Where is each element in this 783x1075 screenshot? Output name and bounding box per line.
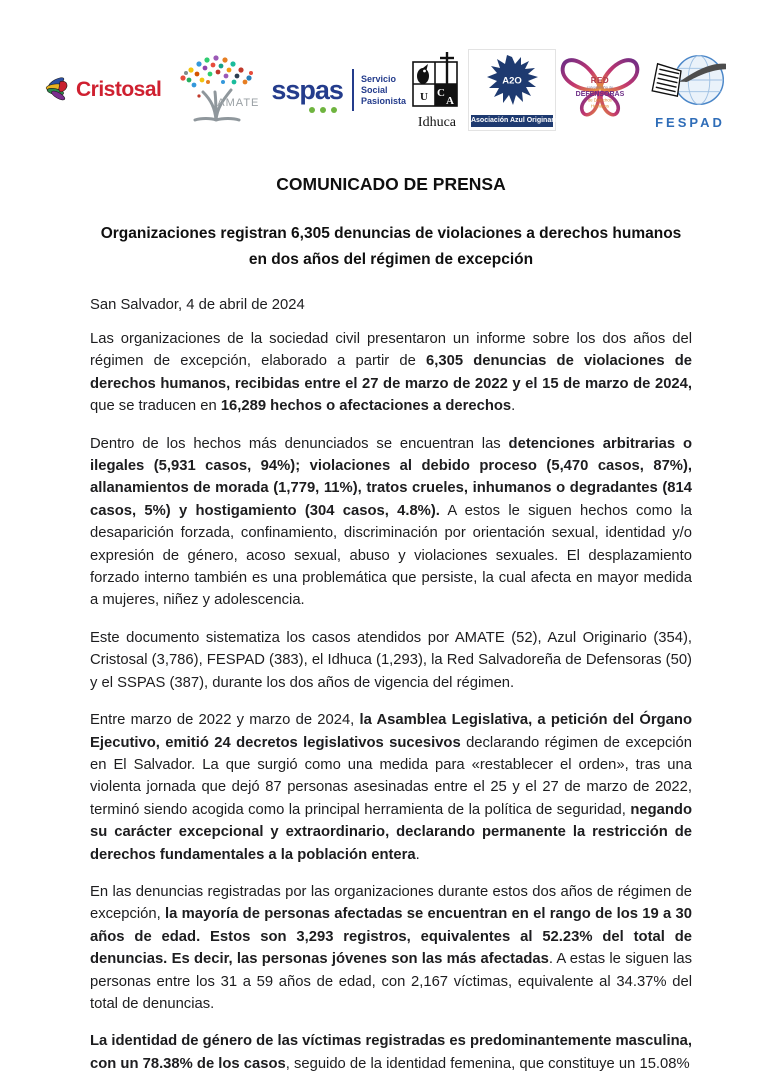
red-defensoras-line: DEFENSORAS [575, 91, 625, 98]
svg-text:C: C [436, 86, 445, 99]
dateline: San Salvador, 4 de abril de 2024 [90, 297, 305, 313]
red-defensoras-text [556, 54, 644, 126]
press-release-page [0, 48, 783, 1072]
paragraph: La identidad de género de las víctimas registradas es predominantemente masculina, con un 78.38% de los casos, seguido de la identidad femenina, que constituye un 15.08% [90, 1033, 692, 1072]
paragraph: En las denuncias registradas por las organizaciones durante estos dos años de régimen de excepción, la mayoría de personas afectadas se encuentran en el rango de los 19 a 30 años de edad. Estos son 3,293 registros, equivalentes al 52.23% del total de denuncias. Es decir, las personas jóvenes son las más afectadas. A estas le siguen las personas entre los 31 a 59 años de edad, con 2,167 víctimas, equivalente al 34.37% del total de denuncias. [90, 883, 692, 1012]
sspas-tagline-line: Servicio [360, 73, 396, 84]
sspas-tagline-line: Pasionista [360, 95, 406, 106]
red-defensoras-line: de Derechos [588, 98, 612, 103]
body-paragraphs [90, 328, 692, 1075]
sspas-logo [271, 69, 406, 111]
cristosal-logo [47, 74, 161, 107]
azul-originario-logo [468, 49, 561, 131]
subtitle-line-2: en dos años del régimen de excepción [248, 251, 534, 268]
idhuca-logo [406, 50, 468, 131]
svg-text:A2O: A2O [502, 75, 522, 87]
paragraph: Este documento sistematiza los casos atendidos por AMATE (52), Azul Originario (354), Cristosal (3,786), FESPAD (383), el Idhuca (1,293), la Red Salvadoreña de Defensoras (50) y el SSPAS (387), durante los dos años de vigencia del régimen. [90, 629, 692, 691]
paragraph: Las organizaciones de la sociedad civil presentaron un informe sobre los dos años del régimen de excepción, elaborado a partir de 6,305 denuncias de violaciones de derechos humanos, recibidas entre el 27 de marzo de 2022 y el 15 de marzo de 2024, que se traducen en 16,289 hechos o afectaciones a derechos. [90, 331, 693, 415]
svg-text:U: U [419, 90, 428, 103]
cristosal-bird-icon [47, 74, 75, 107]
red-defensoras-line: Humanos [590, 104, 609, 109]
sspas-dots-icon [309, 107, 337, 113]
a2o-banner: Asociación Azul Originario [471, 115, 553, 127]
document-subtitle [90, 221, 692, 273]
a2o-splash-icon [481, 51, 543, 116]
subtitle-line-1: Organizaciones registran 6,305 denuncias de violaciones a derechos humanos [100, 225, 682, 242]
fespad-logo [644, 51, 736, 130]
fespad-wordmark: FESPAD [655, 114, 725, 130]
svg-text:A: A [445, 94, 454, 107]
paragraph: Entre marzo de 2022 y marzo de 2024, la Asamblea Legislativa, a petición del Órgano Ejecutivo, emitió 24 decretos legislativos sucesivos declarando régimen de excepción en El Salvador. La que surgió como una medida para «restablecer el orden», tras una violenta jornada que dejó 87 personas asesinadas entre el 25 y el 27 de marzo de 2022, terminó siendo acogida como la principal herramienta de la política de seguridad, negando su carácter excepcional y extraordinario, declarando permanente la restricción de derechos fundamentales a la población entera. [90, 712, 692, 863]
red-defensoras-line: salvadoreña de [586, 85, 614, 90]
sspas-divider [352, 69, 354, 111]
red-defensoras-line: RED [590, 76, 610, 85]
idhuca-emblem-icon [411, 50, 463, 113]
document-title: COMUNICADO DE PRENSA [276, 174, 506, 194]
cristosal-wordmark: Cristosal [76, 78, 162, 101]
amate-wordmark: AMATE [217, 97, 260, 109]
amate-tree-icon [161, 52, 271, 129]
idhuca-wordmark: Idhuca [417, 114, 457, 130]
sspas-tagline [361, 74, 406, 107]
sspas-wordmark-wrap [271, 75, 343, 106]
fespad-emblem-icon [645, 51, 735, 114]
amate-logo [161, 54, 271, 126]
red-defensoras-logo [556, 54, 644, 126]
sspas-wordmark: sspas [271, 74, 343, 105]
sspas-tagline-line: Social [360, 84, 388, 95]
partner-logos-banner [47, 48, 735, 132]
paragraph: Dentro de los hechos más denunciados se encuentran las detenciones arbitrarias o ilegales (5,931 casos, 94%); violaciones al debido proceso (5,470 casos, 87%), allanamientos de morada (1,779, 11%), tratos crueles, inhumanos o degradantes (814 casos, 5%) y hostigamiento (304 casos, 4.8%). A estos le siguen hechos como la desaparición forzada, confinamiento, discriminación por orientación sexual, identidad y/o expresión de género, acoso sexual, abuso y violaciones sexuales. El desplazamiento forzado interno también es una problemática que persiste, la cual afecta en mayor medida a mujeres, niñez y adolescencia. [90, 435, 692, 609]
